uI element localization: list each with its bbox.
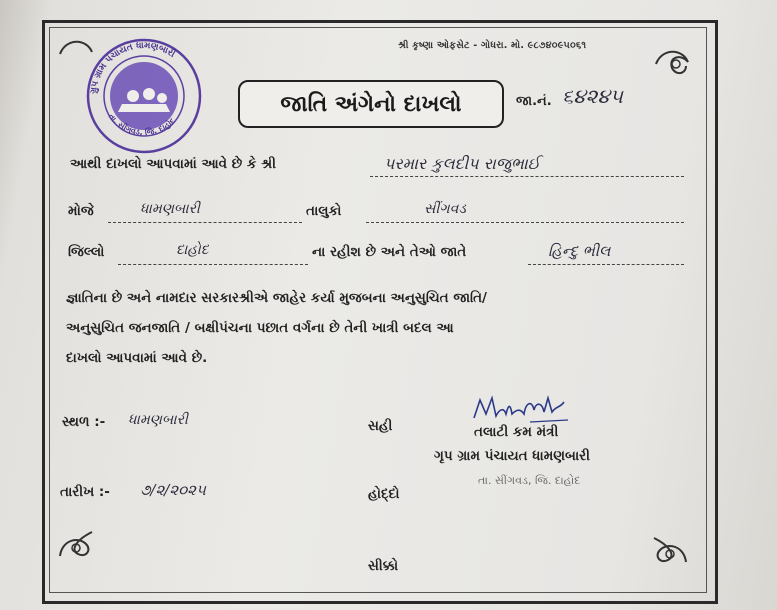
flourish-ornament-icon <box>650 528 690 568</box>
line1-underline <box>370 176 684 177</box>
designation-line-2: ગૃપ ગ્રામ પંચાયત ધામણબારી <box>434 448 590 464</box>
sign-label: સહી <box>368 418 393 434</box>
flourish-ornament-icon <box>652 44 692 84</box>
district-underline <box>118 264 308 265</box>
district-value: દાહોદ <box>176 242 209 258</box>
village-underline <box>108 222 302 223</box>
taluka-value: સીંગવડ <box>424 201 466 217</box>
stamp-label: સીક્કો <box>368 558 399 574</box>
caste-underline <box>528 264 684 265</box>
applicant-name: પરમાર કુલદીપ રાજુભાઈ <box>384 154 541 173</box>
body-line-6: દાખલો આપવામાં આવે છે. <box>66 350 208 366</box>
number-value: ૬૪૨૪૫ <box>562 84 623 108</box>
taluka-label: તાલુકો <box>306 203 342 219</box>
village-value: ધામણબારી <box>140 201 200 217</box>
place-value: ધામણબારી <box>128 412 188 428</box>
caste-value: હિન્દુ ભીલ <box>548 242 611 260</box>
district-label: જિલ્લો <box>68 244 105 260</box>
seal-bottom-text: તા. સીંગવડ, જિ. દાહોદ <box>106 112 177 138</box>
panchayat-seal <box>78 34 210 154</box>
body-line-5: અનુસુચિત જનજાતિ / બક્ષીપંચના પછાત વર્ગના છે તેની ખાત્રી બદલ આ <box>66 320 454 336</box>
post-label: હોદ્દો <box>368 486 400 502</box>
certificate-title: જાતિ અંગેનો દાખલો <box>238 80 504 128</box>
place-label: સ્થળ :- <box>62 414 106 430</box>
signature <box>470 392 570 426</box>
village-label: મોજે <box>68 203 94 219</box>
date-label: તારીખ :- <box>60 484 110 500</box>
date-value: ૭/૨/૨૦૨૫ <box>140 481 206 499</box>
number-label: જા.નં. <box>516 94 552 109</box>
designation-line-1: તલાટી કમ મંત્રી <box>474 424 559 440</box>
taluka-underline <box>366 222 684 223</box>
body-line-4: જ્ઞાતિના છે અને નામદાર સરકારશ્રીએ જાહેર કર્યા મુજબના અનુસુચિત જાતિ/ <box>66 290 487 306</box>
residence-label: ના રહીશ છે અને તેઓ જાતે <box>312 244 467 260</box>
flourish-ornament-icon <box>56 522 96 562</box>
line1-label: આથી દાખલો આપવામાં આવે છે કે શ્રી <box>70 156 277 172</box>
seal-top-text: ગ્રુપ ગ્રામ પંચાયત ધામણબારી <box>88 40 177 95</box>
designation-line-3: તા. સીંગવડ, જિ. દાહોદ <box>478 474 581 487</box>
press-line: શ્રી કૃષ્ણા ઓફસેટ - ગોધરા. મો. ૯૮૭૪૦૯૫૦૬૧ <box>398 40 587 51</box>
